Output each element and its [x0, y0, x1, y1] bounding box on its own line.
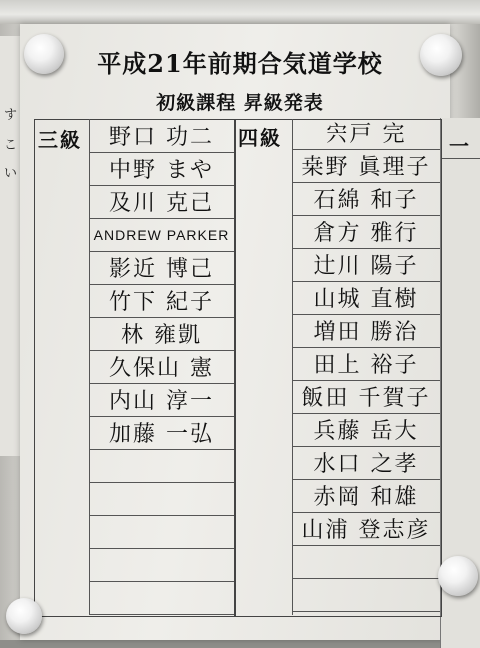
sankyu-name-row: 野口 功二 [89, 119, 234, 153]
yonkyu-name-row: 飯田 千賀子 [292, 380, 440, 414]
page-subtitle: 初級課程 昇級発表 [156, 92, 324, 114]
left-sheet-char-2: こ [4, 138, 18, 153]
yonkyu-name-row [292, 545, 440, 579]
right-sheet-rule [441, 158, 480, 159]
sankyu-name-row: 影近 博己 [89, 251, 234, 285]
sankyu-name-row: 久保山 憲 [89, 350, 234, 384]
sankyu-name-row: 林 雍凱 [89, 317, 234, 351]
sankyu-name-row [89, 482, 234, 516]
right-sheet-header: 一 [449, 134, 469, 158]
sankyu-name-row [89, 548, 234, 582]
magnet-top-right [420, 34, 462, 76]
sankyu-name-row: 中野 まや [89, 152, 234, 186]
magnet-top-left [24, 34, 64, 74]
yonkyu-name-row: 山城 直樹 [292, 281, 440, 315]
yonkyu-name-row: 水口 之孝 [292, 446, 440, 480]
sankyu-name-row [89, 449, 234, 483]
yonkyu-name-row: 山浦 登志彦 [292, 512, 440, 546]
left-sheet-char-1: す [4, 108, 18, 123]
sankyu-name-row [89, 581, 234, 615]
sankyu-name-row: 竹下 紀子 [89, 284, 234, 318]
yonkyu-name-row: 宍戸 完 [292, 116, 440, 150]
sankyu-name-row: 加藤 一弘 [89, 416, 234, 450]
sankyu-name-row: ANDREW PARKER [89, 218, 234, 252]
sankyu-name-row: 内山 淳一 [89, 383, 234, 417]
yonkyu-name-row: 兵藤 岳大 [292, 413, 440, 447]
yonkyu-name-row [292, 578, 440, 612]
page-title: 平成21年前期合気道学校 [97, 49, 383, 78]
sankyu-header: 三級 [38, 128, 82, 152]
yonkyu-header: 四級 [238, 126, 282, 150]
board-frame [0, 0, 480, 24]
magnet-bottom-right [438, 556, 478, 596]
left-sheet-char-3: い [4, 166, 18, 181]
magnet-bottom-left [6, 598, 42, 634]
sankyu-name-row [89, 515, 234, 549]
sankyu-name-row: 及川 克己 [89, 185, 234, 219]
yonkyu-name-row: 田上 裕子 [292, 347, 440, 381]
yonkyu-name-row: 増田 勝治 [292, 314, 440, 348]
yonkyu-name-row: 桒野 眞理子 [292, 149, 440, 183]
yonkyu-name-row: 倉方 雅行 [292, 215, 440, 249]
yonkyu-name-row: 赤岡 和雄 [292, 479, 440, 513]
yonkyu-name-row: 辻川 陽子 [292, 248, 440, 282]
yonkyu-name-row: 石綿 和子 [292, 182, 440, 216]
